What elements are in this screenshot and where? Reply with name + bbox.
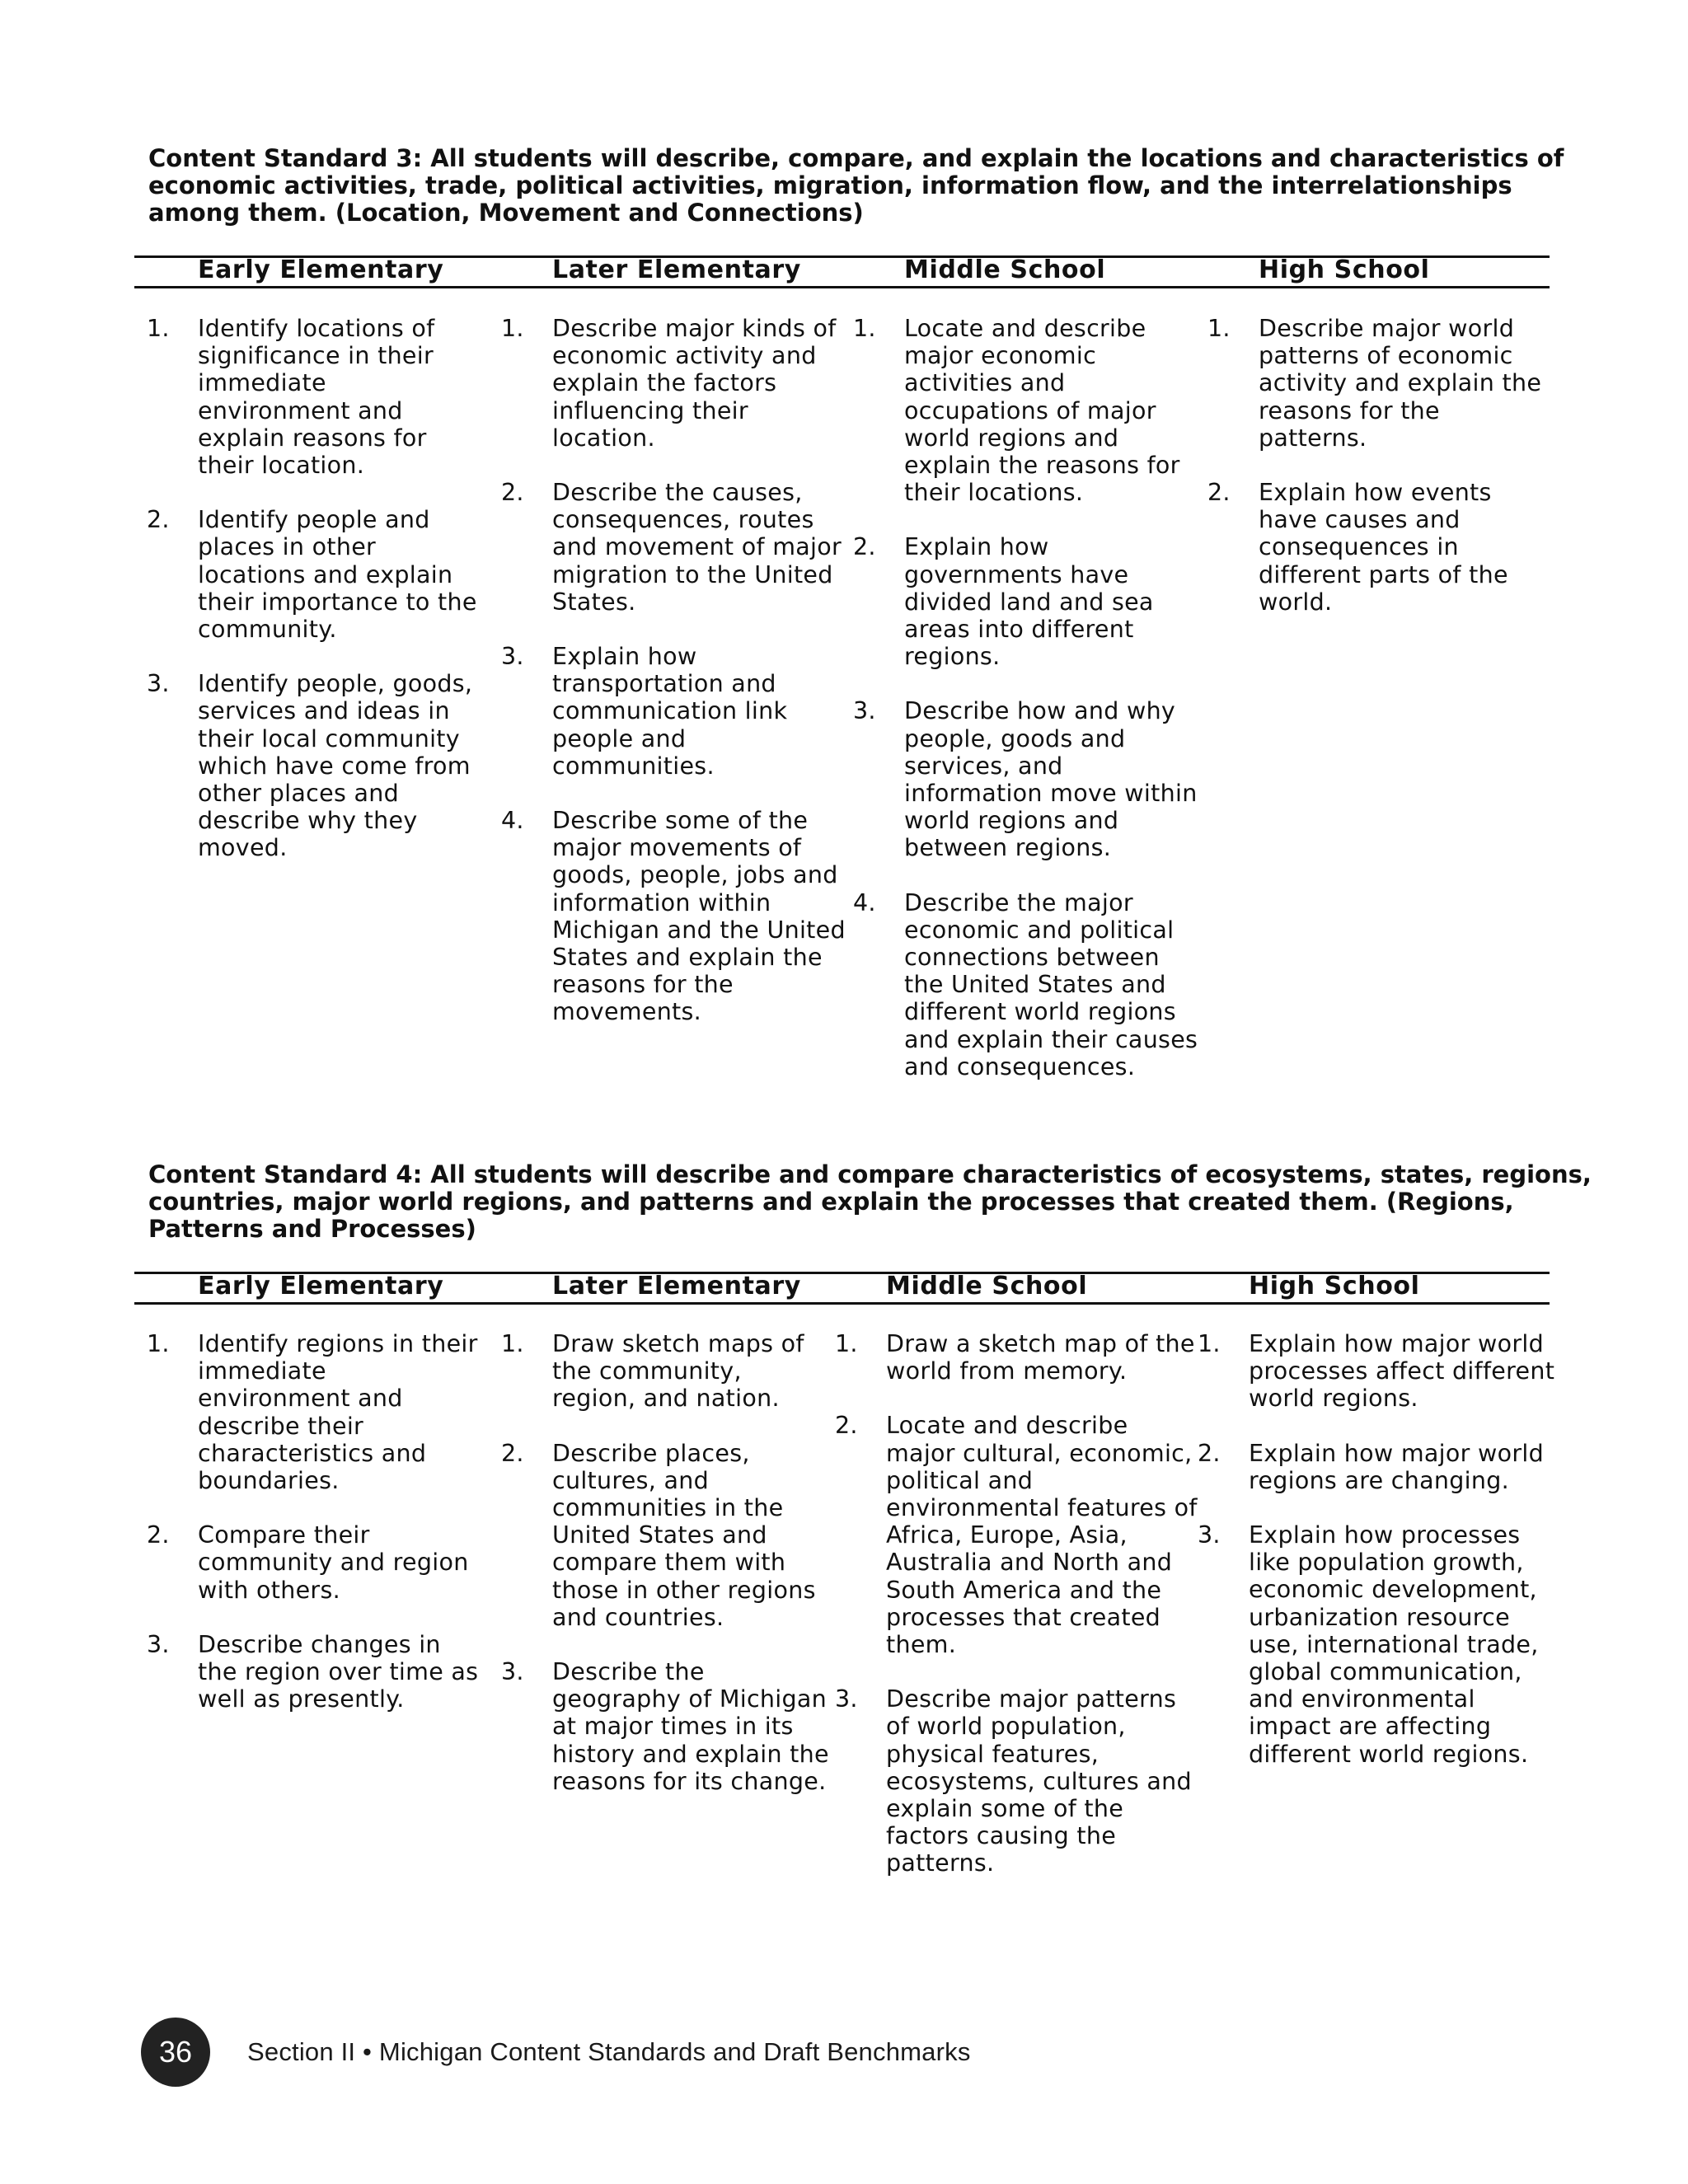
list-item [1198, 1521, 1564, 1768]
item-number: 2. [1198, 1439, 1221, 1467]
item-text: Explain how major world regions are changing. [1249, 1439, 1544, 1494]
item-text: Describe places, cultures, and communities in the United States and compare them with those in other regions and countries. [552, 1439, 816, 1631]
list-item [501, 643, 849, 780]
list-item [501, 1658, 832, 1795]
item-text: Describe changes in the region over time as well as presently. [198, 1630, 479, 1713]
standard-4-rule-bottom [134, 1302, 1550, 1305]
footer-text: Section II • Michigan Content Standards and Draft Benchmarks [247, 2037, 971, 2066]
standard-3-high-school-list [1207, 315, 1554, 643]
item-number: 1. [501, 315, 524, 342]
standard-3-later-elementary-list [501, 315, 849, 1053]
list-item [147, 670, 485, 861]
list-item [835, 1412, 1203, 1658]
item-text: Explain how governments have divided land and sea areas into different regions. [904, 533, 1154, 671]
item-text: Draw sketch maps of the community, region, and nation. [552, 1330, 804, 1413]
item-text: Describe major patterns of world population, physical features, ecosystems, cultures and explain some of the factors causing the patterns. [886, 1685, 1192, 1877]
standard-3-heading: Content Standard 3: All students will describe, compare, and explain the locations and characteristics of economic activities, trade, political activities, migration, information flow, and the interrelationships among them. (Location, Movement and Connections) [148, 144, 1564, 227]
list-item [1207, 315, 1554, 452]
item-text: Explain how events have causes and consequences in different parts of the world. [1259, 479, 1508, 616]
item-text: Explain how processes like population growth, economic development, urbanization resource use, international trade, global communication, and environmental impact are affecting different world regions. [1249, 1521, 1539, 1768]
list-item [835, 1330, 1203, 1385]
standard-4-later-elementary-list [501, 1330, 832, 1822]
standard-4-header-high-school: High School [1249, 1272, 1420, 1301]
list-item [501, 479, 849, 616]
item-number: 4. [853, 888, 876, 916]
standard-3-early-elementary-list [147, 315, 485, 889]
item-number: 1. [835, 1330, 858, 1357]
item-text: Identify people, goods, services and ideas in their local community which have come from other places and describe why they moved. [198, 670, 473, 862]
list-item [501, 1330, 832, 1413]
standard-3-header-middle-school: Middle School [904, 255, 1106, 284]
item-number: 2. [147, 1521, 170, 1549]
item-text: Describe the causes, consequences, routes and movement of major migration to the United States. [552, 479, 842, 616]
standard-4-header-later-elementary: Later Elementary [552, 1272, 801, 1301]
list-item [501, 807, 849, 1026]
item-number: 1. [1198, 1330, 1221, 1357]
item-number: 2. [147, 506, 170, 534]
list-item [501, 315, 849, 452]
list-item [853, 697, 1201, 861]
item-number: 3. [147, 1630, 170, 1658]
standard-3-header-later-elementary: Later Elementary [552, 255, 801, 284]
list-item [501, 1440, 832, 1631]
list-item [853, 315, 1201, 506]
item-number: 1. [501, 1330, 524, 1357]
item-number: 4. [501, 807, 524, 835]
standard-3-header-early-elementary: Early Elementary [198, 255, 444, 284]
item-text: Describe the major economic and political connections between the United States and different world regions and explain their causes and consequences. [904, 888, 1198, 1080]
list-item [1198, 1440, 1564, 1494]
list-item [147, 506, 485, 643]
item-text: Explain how major world processes affect different world regions. [1249, 1330, 1555, 1413]
item-number: 3. [835, 1685, 858, 1713]
list-item [147, 1631, 485, 1713]
list-item [147, 1521, 485, 1604]
item-number: 1. [1207, 315, 1231, 342]
standard-4-high-school-list [1198, 1330, 1564, 1795]
list-item [1207, 479, 1554, 616]
item-text: Describe some of the major movements of goods, people, jobs and information within Michigan and the United States and explain the reasons for the movements. [552, 807, 846, 1026]
standard-3-middle-school-list [853, 315, 1201, 1108]
item-text: Describe major world patterns of economic activity and explain the reasons for the patterns. [1259, 315, 1542, 452]
item-text: Describe the geography of Michigan at major times in its history and explain the reasons for its change. [552, 1658, 829, 1795]
list-item [147, 315, 485, 479]
item-text: Identify people and places in other locations and explain their importance to the community. [198, 506, 477, 644]
list-item [853, 889, 1201, 1080]
item-number: 2. [1207, 479, 1231, 507]
standard-4-middle-school-list [835, 1330, 1203, 1905]
item-number: 2. [501, 479, 524, 507]
item-number: 1. [853, 315, 876, 342]
item-text: Draw a sketch map of the world from memory. [886, 1330, 1195, 1385]
standard-4-header-early-elementary: Early Elementary [198, 1272, 444, 1301]
item-text: Describe major kinds of economic activity and explain the factors influencing their location. [552, 315, 837, 452]
list-item [1198, 1330, 1564, 1413]
page-number: 36 [158, 2035, 193, 2069]
standard-3-rule-bottom [134, 286, 1550, 288]
item-number: 3. [501, 1658, 524, 1686]
standard-4-header-middle-school: Middle School [886, 1272, 1088, 1301]
item-text: Locate and describe major cultural, economic, political and environmental features of Africa, Europe, Asia, Australia and North and South America and the processes that created them. [886, 1412, 1198, 1659]
item-number: 3. [853, 697, 876, 725]
list-item [835, 1685, 1203, 1877]
standard-4-early-elementary-list [147, 1330, 485, 1740]
item-text: Locate and describe major economic activities and occupations of major world regions and explain the reasons for their locations. [904, 315, 1180, 507]
item-number: 1. [147, 315, 170, 342]
item-text: Explain how transportation and communication link people and communities. [552, 643, 788, 780]
item-number: 3. [147, 670, 170, 698]
page-number-badge [141, 2018, 210, 2087]
standard-3-header-high-school: High School [1259, 255, 1430, 284]
item-number: 1. [147, 1330, 170, 1357]
list-item [853, 533, 1201, 670]
item-text: Identify locations of significance in their immediate environment and explain reasons for their location. [198, 315, 435, 480]
item-number: 3. [501, 643, 524, 671]
item-text: Compare their community and region with others. [198, 1521, 469, 1604]
item-number: 2. [835, 1412, 858, 1440]
item-number: 2. [501, 1439, 524, 1467]
item-text: Describe how and why people, goods and services, and information move within world regions and between regions. [904, 697, 1198, 862]
item-number: 2. [853, 533, 876, 561]
item-text: Identify regions in their immediate environment and describe their characteristics and boundaries. [198, 1330, 478, 1495]
standard-4-heading: Content Standard 4: All students will describe and compare characteristics of ecosystems, states, regions, countries, major world regions, and patterns and explain the processes that created them. (Regions, Patterns and Processes) [148, 1160, 1592, 1243]
list-item [147, 1330, 485, 1494]
item-number: 3. [1198, 1521, 1221, 1549]
